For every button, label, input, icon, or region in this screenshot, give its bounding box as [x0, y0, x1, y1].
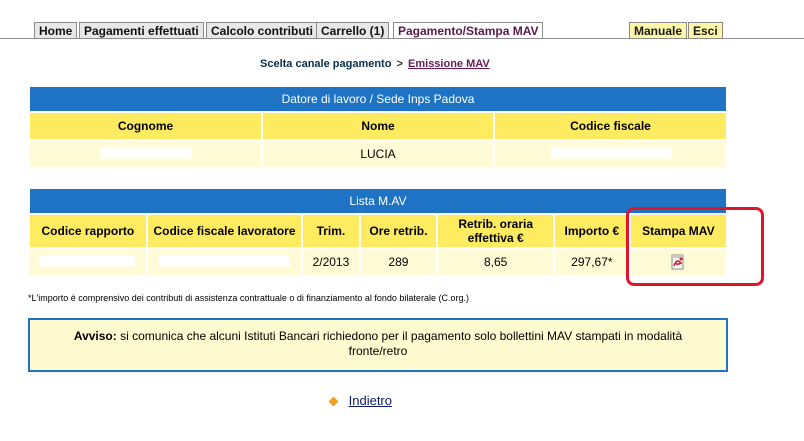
col-importo: Importo € [555, 215, 629, 247]
tab-calcolo-contributi[interactable]: Calcolo contributi [206, 22, 318, 38]
back-link[interactable]: Indietro [348, 393, 392, 408]
breadcrumb-separator: > [396, 58, 403, 70]
orange-diamond-bullet-icon [329, 397, 339, 407]
tab-divider [0, 38, 804, 39]
cell-retrib-oraria: 8,65 [438, 249, 553, 275]
mav-list-title: Lista M.AV [30, 189, 726, 213]
cell-cognome [30, 141, 261, 167]
footnote-importo: *L'importo è comprensivo dei contributi di assistenza contrattuale o di finanziamento al fondo bilaterale (C.org.) [28, 293, 469, 303]
cell-codice-fiscale [495, 141, 726, 167]
tab-manuale[interactable]: Manuale [629, 22, 687, 38]
avviso-text: si comunica che alcuni Istituti Bancari richiedono per il pagamento solo bollettini MAV stampati in modalità fronte/retro [120, 329, 683, 358]
cell-codice-rapporto [30, 249, 146, 275]
cell-ore-retrib: 289 [361, 249, 437, 275]
tab-home[interactable]: Home [34, 22, 77, 38]
col-cognome: Cognome [30, 113, 261, 139]
cell-codice-fiscale-lavoratore [148, 249, 302, 275]
redacted-cognome [101, 148, 191, 158]
col-codice-fiscale-lavoratore: Codice fiscale lavoratore [148, 215, 302, 247]
cell-nome: LUCIA [263, 141, 493, 167]
highlight-stampa-mav [626, 207, 764, 286]
tab-pagamenti-effettuati[interactable]: Pagamenti effettuati [79, 22, 204, 38]
tab-pagamento-stampa-mav[interactable]: Pagamento/Stampa MAV [393, 22, 543, 39]
avviso-label: Avviso: [73, 329, 117, 343]
top-navigation [0, 0, 804, 40]
breadcrumb [260, 58, 490, 70]
tab-carrello[interactable]: Carrello (1) [316, 22, 389, 38]
cell-importo: 297,67* [555, 249, 629, 275]
redacted-codice-fiscale-lavoratore [159, 256, 289, 266]
col-codice-rapporto: Codice rapporto [30, 215, 146, 247]
mav-list-table [28, 187, 728, 277]
breadcrumb-step-canale: Scelta canale pagamento [260, 58, 392, 70]
col-stampa-mav: Stampa MAV [631, 215, 726, 247]
col-retrib-oraria: Retrib. oraria effettiva € [438, 215, 553, 247]
breadcrumb-link-emissione-mav[interactable]: Emissione MAV [408, 58, 490, 70]
col-codice-fiscale: Codice fiscale [495, 113, 726, 139]
col-trim: Trim. [303, 215, 358, 247]
redacted-codice-fiscale [551, 148, 671, 158]
cell-trim: 2/2013 [303, 249, 358, 275]
tab-esci[interactable]: Esci [688, 22, 723, 38]
employer-table [28, 85, 728, 169]
back-link-container [330, 393, 392, 408]
avviso-box [28, 318, 728, 372]
col-nome: Nome [263, 113, 493, 139]
employer-table-title: Datore di lavoro / Sede Inps Padova [30, 87, 726, 111]
col-ore-retrib: Ore retrib. [361, 215, 437, 247]
redacted-codice-rapporto [40, 256, 135, 266]
